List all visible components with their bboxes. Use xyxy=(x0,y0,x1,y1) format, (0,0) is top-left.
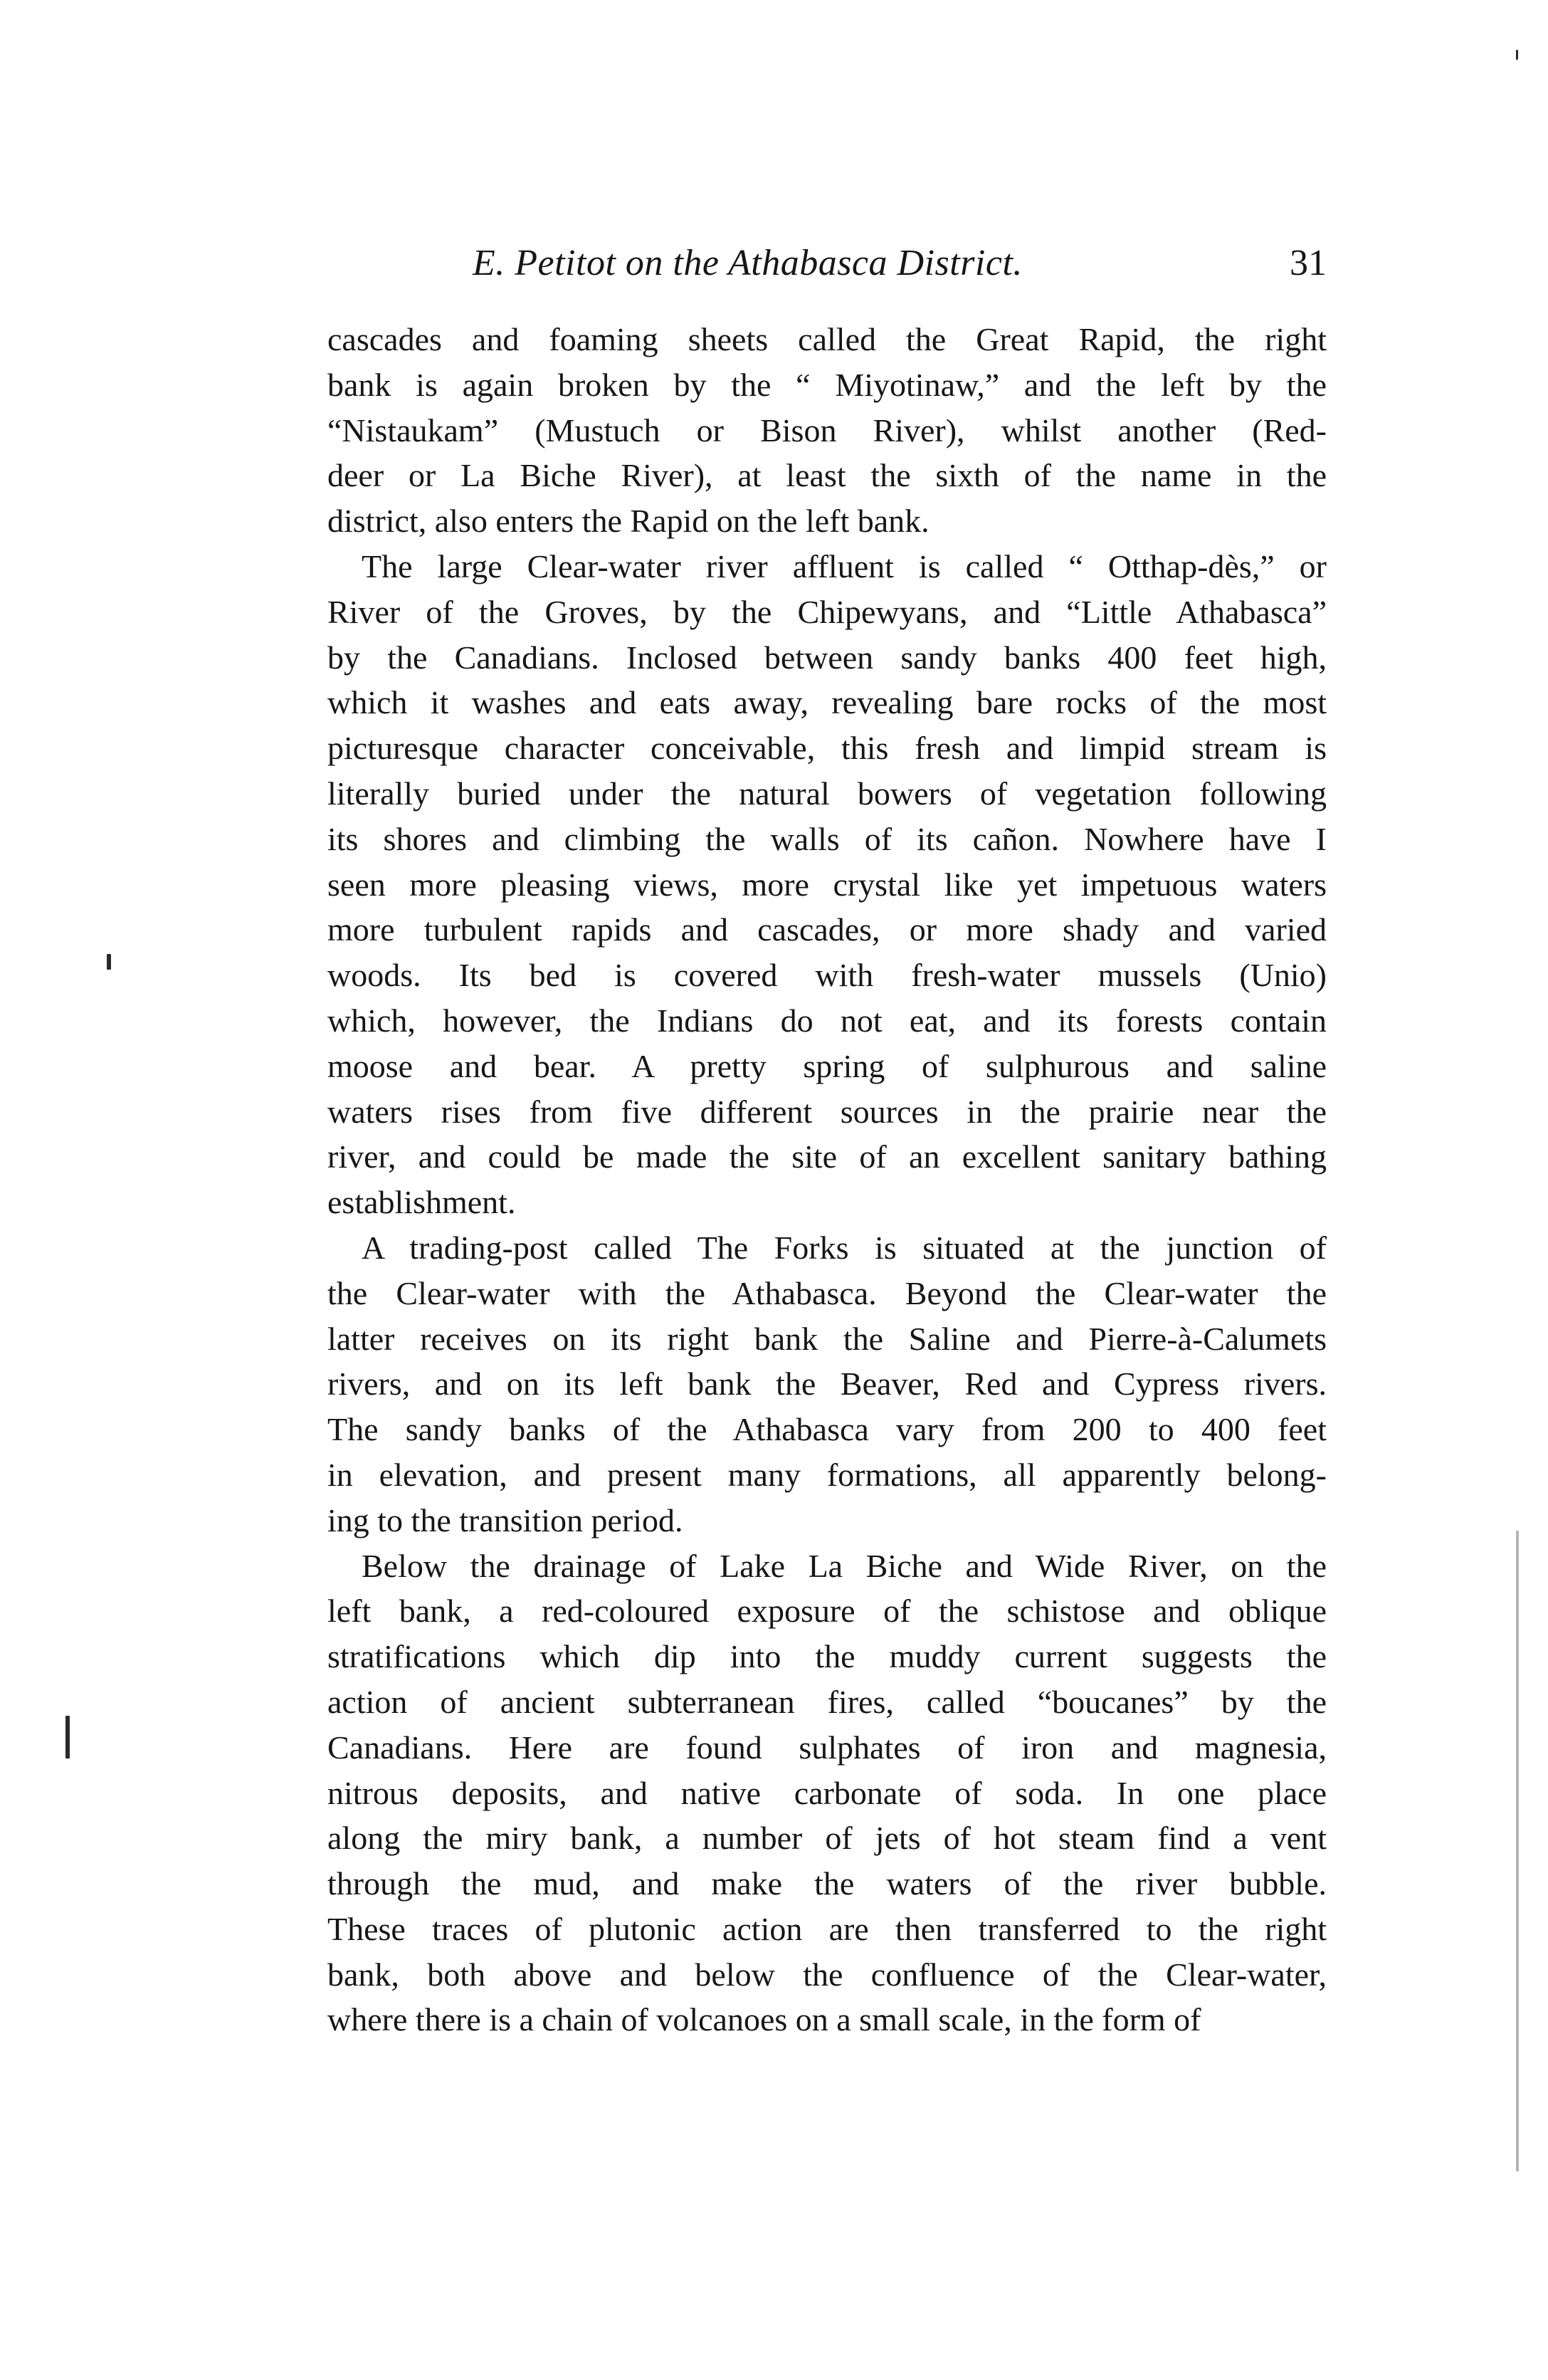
text-line: Canadians. Here are found sulphates of iron and magnesia, xyxy=(327,1729,1327,1766)
paragraph xyxy=(327,1543,1327,2043)
text-line: action of ancient subterranean fires, called “boucanes” by the xyxy=(327,1683,1327,1720)
text-line: its shores and climbing the walls of its cañon. Nowhere have I xyxy=(327,820,1327,857)
scan-speck xyxy=(107,954,111,970)
text-line: A trading-post called The Forks is situated at the junction of xyxy=(362,1229,1327,1266)
text-line: ing to the transition period. xyxy=(327,1501,683,1538)
text-line: bank is again broken by the “ Miyotinaw,” and the left by the xyxy=(327,366,1327,403)
text-line: picturesque character conceivable, this fresh and limpid stream is xyxy=(327,730,1327,767)
text-line: Below the drainage of Lake La Biche and Wide River, on the xyxy=(362,1547,1327,1584)
text-line: deer or La Biche River), at least the sixth of the name in the xyxy=(327,457,1327,494)
text-line: where there is a chain of volcanoes on a small scale, in the form of xyxy=(327,2001,1201,2038)
text-line: which, however, the Indians do not eat, and its forests contain xyxy=(327,1002,1327,1039)
text-line: district, also enters the Rapid on the left bank. xyxy=(327,503,930,540)
page-header xyxy=(473,238,1327,288)
text-line: more turbulent rapids and cascades, or more shady and varied xyxy=(327,911,1327,948)
text-line: literally buried under the natural bowers of vegetation following xyxy=(327,775,1327,812)
text-line: latter receives on its right bank the Saline and Pierre-à-Calumets xyxy=(327,1320,1327,1357)
text-line: The large Clear-water river affluent is called “ Otthap-dès,” or xyxy=(362,547,1327,584)
text-line: These traces of plutonic action are then transferred to the right xyxy=(327,1910,1327,1947)
scan-speck xyxy=(1516,50,1518,60)
text-line: waters rises from five different sources in the prairie near the xyxy=(327,1093,1327,1130)
text-line: moose and bear. A pretty spring of sulphurous and saline xyxy=(327,1047,1327,1084)
text-line: “Nistaukam” (Mustuch or Bison River), whilst another (Red- xyxy=(327,411,1327,449)
text-line: stratifications which dip into the muddy current suggests the xyxy=(327,1638,1327,1675)
text-line: the Clear-water with the Athabasca. Beyond the Clear-water the xyxy=(327,1274,1327,1311)
text-line: woods. Its bed is covered with fresh-water mussels (Unio) xyxy=(327,957,1327,994)
text-line: in elevation, and present many formations, all apparently belong- xyxy=(327,1456,1327,1493)
page-number: 31 xyxy=(1290,243,1327,283)
text-line: river, and could be made the site of an excellent sanitary bathing xyxy=(327,1138,1327,1175)
text-line: bank, both above and below the confluence of the Clear-water, xyxy=(327,1956,1327,1993)
text-line: which it washes and eats away, revealing bare rocks of the most xyxy=(327,684,1327,721)
text-line: rivers, and on its left bank the Beaver, Red and Cypress rivers. xyxy=(327,1365,1327,1403)
paragraph xyxy=(327,317,1327,544)
text-line: cascades and foaming sheets called the Great Rapid, the right xyxy=(327,321,1327,357)
paragraph xyxy=(327,544,1327,1225)
text-line: seen more pleasing views, more crystal like yet impetuous waters xyxy=(327,866,1327,903)
scan-speck xyxy=(65,1716,70,1758)
text-line: River of the Groves, by the Chipewyans, and “Little Athabasca” xyxy=(327,593,1327,630)
text-line: nitrous deposits, and native carbonate of soda. In one place xyxy=(327,1774,1327,1811)
text-line: establishment. xyxy=(327,1184,516,1221)
text-line: by the Canadians. Inclosed between sandy banks 400 feet high, xyxy=(327,639,1327,676)
text-line: along the miry bank, a number of jets of hot steam find a vent xyxy=(327,1820,1327,1857)
paragraph xyxy=(327,1225,1327,1543)
text-line: left bank, a red-coloured exposure of the schistose and oblique xyxy=(327,1593,1327,1630)
running-head: E. Petitot on the Athabasca District. xyxy=(473,243,1023,283)
body-text xyxy=(327,317,1327,2043)
scan-speck xyxy=(1516,1531,1519,2171)
text-line: through the mud, and make the waters of the river bubble. xyxy=(327,1865,1327,1902)
text-line: The sandy banks of the Athabasca vary from 200 to 400 feet xyxy=(327,1411,1327,1448)
